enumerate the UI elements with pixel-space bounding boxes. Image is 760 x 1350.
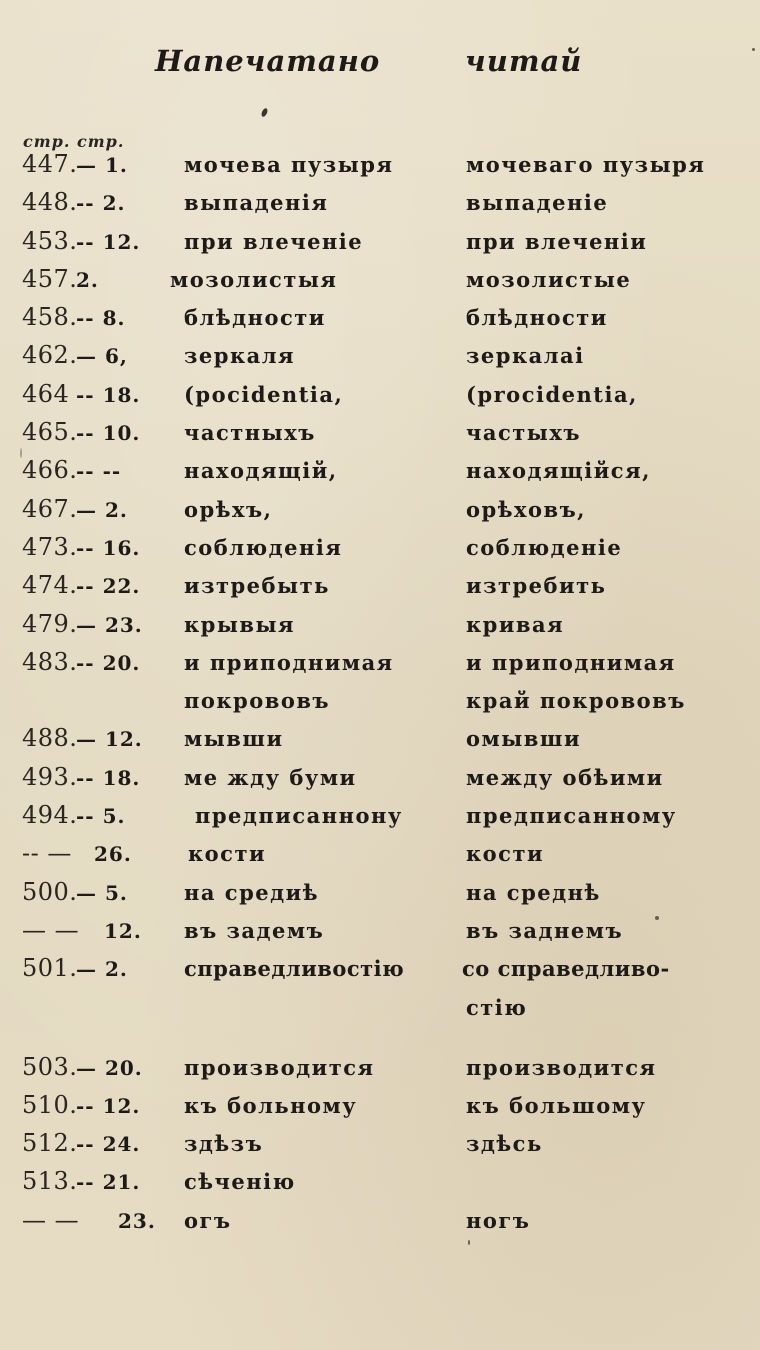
paper-speck (752, 48, 755, 51)
paper-speck (468, 1240, 470, 1245)
page-number: 467. (22, 494, 78, 523)
corrected-text: на среднѣ (466, 879, 601, 905)
printed-text: выпаденія (184, 190, 329, 216)
errata-row-continuation (0, 686, 760, 724)
line-number: -- 12. (76, 229, 141, 254)
printed-text: при влеченіе (184, 228, 364, 254)
line-number: -- 22. (76, 574, 141, 599)
corrected-text: мозолистые (466, 266, 632, 292)
line-number: -- 18. (76, 382, 141, 407)
page-number: 465. (22, 418, 78, 447)
errata-row (0, 456, 760, 494)
errata-list (0, 150, 760, 1244)
line-number: -- 24. (76, 1132, 141, 1157)
page-number: 466. (22, 456, 78, 485)
corrected-text: къ большому (466, 1092, 647, 1118)
line-number: -- 12. (76, 1093, 141, 1118)
errata-row (0, 150, 760, 188)
printed-text: и приподнимая (184, 649, 394, 675)
printed-text: соблюденія (184, 534, 343, 560)
line-number: -- 5. (76, 804, 126, 829)
errata-row-continuation (0, 993, 760, 1053)
errata-row (0, 341, 760, 379)
printed-text: кости (188, 841, 267, 867)
page-number: -- — (22, 839, 72, 868)
page-number: 453. (22, 226, 78, 255)
line-number: — 2. (76, 957, 128, 982)
errata-row (0, 227, 760, 265)
errata-row (0, 418, 760, 456)
page-number: 473. (22, 532, 78, 561)
corrected-text: соблюденіе (466, 534, 623, 560)
page-number: 458. (22, 303, 78, 332)
page-number: 513. (22, 1167, 78, 1196)
line-number: -- 18. (76, 765, 141, 790)
page-number: 479. (22, 609, 78, 638)
printed-text: мывши (184, 726, 284, 752)
printed-text: сѣченію (184, 1169, 296, 1195)
corrected-text: между обѣими (466, 764, 664, 790)
printed-text: зеркаля (184, 343, 296, 369)
page-number: 462. (22, 341, 78, 370)
printed-text: изтребыть (184, 573, 330, 599)
corrected-text: омывши (466, 726, 582, 752)
corrected-text: находящійся, (466, 458, 651, 484)
errata-row (0, 916, 760, 954)
printed-text: здѣзъ (184, 1131, 264, 1157)
corrected-text: (procidentia, (466, 381, 638, 407)
printed-text: ме жду буми (184, 764, 357, 790)
corrected-text: при влеченіи (466, 228, 648, 254)
line-number: — 20. (76, 1055, 143, 1080)
printed-text: покрововъ (184, 688, 331, 714)
page-number: 483. (22, 647, 78, 676)
line-number: 12. (104, 918, 142, 943)
printed-text: предписаннону (195, 803, 403, 829)
page-number: 464 (22, 379, 70, 408)
printed-text: справедливостію (184, 956, 405, 982)
line-number: -- 21. (76, 1170, 141, 1195)
corrected-text: предписанному (466, 803, 677, 829)
line-number: -- -- (76, 459, 122, 484)
page-number: 447. (22, 150, 78, 178)
corrected-text: мочеваго пузыря (466, 152, 706, 177)
page-number: 500. (22, 877, 78, 906)
line-number: — 23. (76, 612, 143, 637)
line-number: 2. (76, 267, 99, 292)
corrected-text: со справедливо- (462, 956, 670, 982)
corrected-text: край покрововъ (466, 688, 686, 714)
corrected-text: стію (466, 994, 528, 1020)
errata-row (0, 1091, 760, 1129)
line-number: -- 20. (76, 650, 141, 675)
errata-row (0, 495, 760, 533)
printed-text: (pocidentia, (184, 381, 344, 407)
corrected-text: частыхъ (466, 420, 581, 446)
errata-row (0, 1167, 760, 1205)
line-number: — 2. (76, 497, 128, 522)
errata-row (0, 801, 760, 839)
errata-row (0, 303, 760, 341)
printed-text: орѣхъ, (184, 496, 273, 522)
errata-row (0, 1206, 760, 1244)
line-number: 23. (118, 1208, 156, 1233)
corrected-text: зеркалаі (466, 343, 585, 369)
corrected-text: блѣдности (466, 305, 608, 331)
printed-text: блѣдности (184, 305, 326, 331)
line-number: 26. (94, 842, 132, 867)
page-number: 512. (22, 1129, 78, 1158)
page-number: 474. (22, 571, 78, 600)
printed-text: мочева пузыря (184, 152, 394, 177)
errata-row (0, 1129, 760, 1167)
line-number: — 6, (76, 344, 128, 369)
corrected-text: въ заднемъ (466, 917, 624, 943)
errata-row (0, 188, 760, 226)
errata-row (0, 763, 760, 801)
errata-row (0, 878, 760, 916)
corrected-text: и приподнимая (466, 649, 676, 675)
page-number: 501. (22, 954, 78, 983)
errata-header (0, 44, 760, 94)
corrected-text: изтребить (466, 573, 607, 599)
page-number: — — (22, 915, 80, 944)
line-number: -- 2. (76, 191, 126, 216)
printed-text: крывыя (184, 611, 296, 637)
printed-column-title: Напечатано (155, 44, 381, 78)
errata-row (0, 954, 760, 992)
read-column-title: читай (465, 44, 583, 78)
corrected-text: кривая (466, 611, 565, 637)
line-number: -- 8. (76, 306, 126, 331)
line-number: -- 10. (76, 421, 141, 446)
corrected-text: кости (466, 841, 545, 867)
printed-text: къ больному (184, 1092, 358, 1118)
page-number: 488. (22, 724, 78, 753)
line-number: — 5. (76, 880, 128, 905)
line-number: -- 16. (76, 535, 141, 560)
printed-text: въ задемъ (184, 917, 325, 943)
corrected-text: здѣсь (466, 1131, 543, 1157)
printed-text: находящій, (184, 458, 338, 484)
corrected-text: ногъ (466, 1207, 531, 1233)
printed-text: на средиѣ (184, 879, 319, 905)
errata-row (0, 724, 760, 762)
page-line-column-header: стр. стр. (23, 132, 125, 151)
printed-text: частныхъ (184, 420, 316, 446)
page-number: 493. (22, 762, 78, 791)
errata-row (0, 839, 760, 877)
corrected-text: производится (466, 1054, 657, 1080)
errata-row (0, 648, 760, 686)
printed-text: огъ (184, 1207, 232, 1233)
line-number: — 12. (76, 727, 143, 752)
errata-row (0, 533, 760, 571)
page-number: 510. (22, 1090, 78, 1119)
corrected-text: орѣховъ, (466, 496, 586, 522)
errata-row (0, 571, 760, 609)
page-number: — — (22, 1205, 80, 1234)
page-number: 503. (22, 1052, 78, 1081)
paper-speck (655, 916, 659, 920)
page-number: 494. (22, 801, 78, 830)
errata-row (0, 380, 760, 418)
ink-mark (260, 107, 268, 117)
corrected-text: выпаденіе (466, 190, 609, 216)
errata-row (0, 265, 760, 303)
errata-row (0, 610, 760, 648)
errata-row (0, 1053, 760, 1091)
line-number: — 1. (76, 153, 128, 177)
printed-text: производится (184, 1054, 375, 1080)
page-number: 448. (22, 188, 78, 217)
printed-text: мозолистыя (170, 266, 338, 292)
paper-speck (20, 448, 22, 458)
page-number: 457. (22, 264, 78, 293)
